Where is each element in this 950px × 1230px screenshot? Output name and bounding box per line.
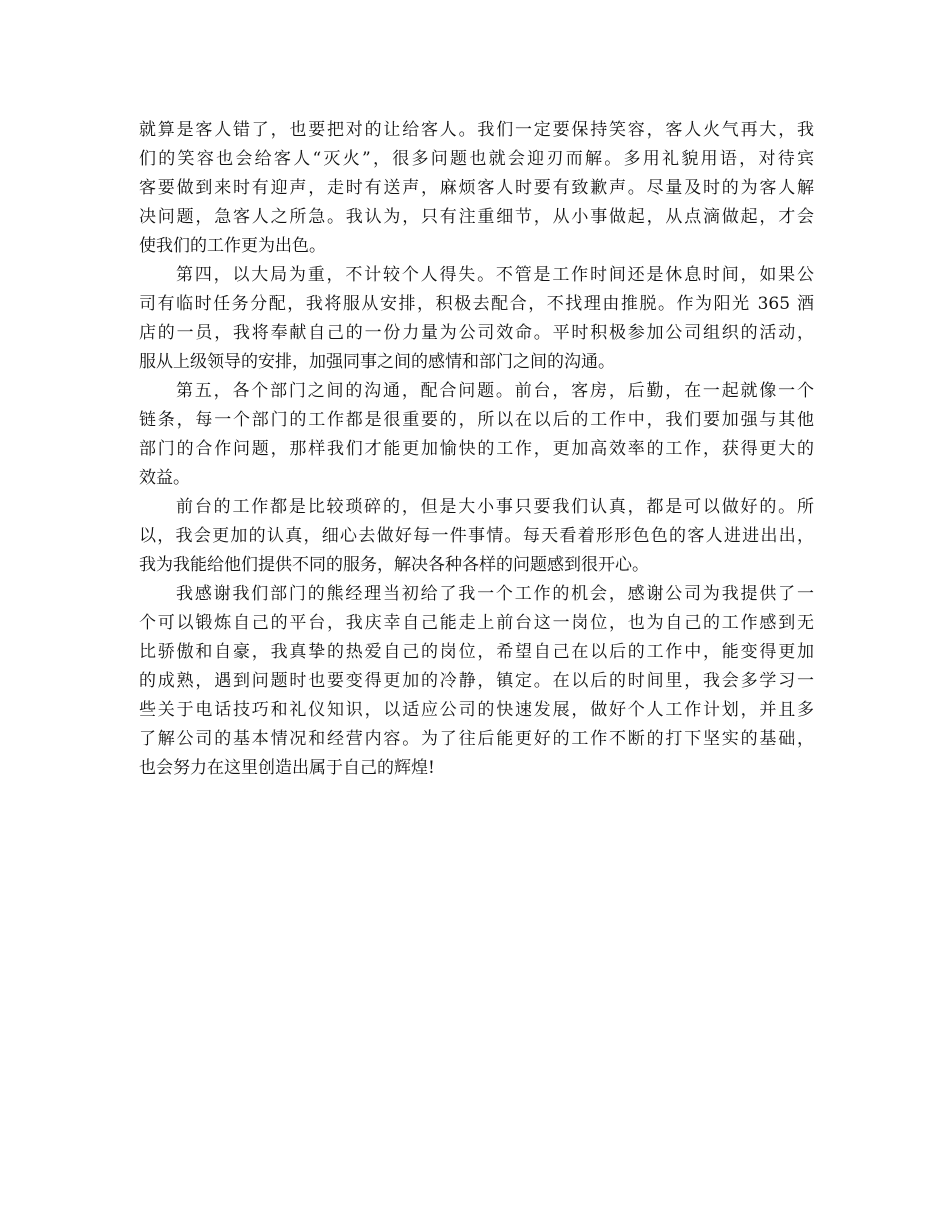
text-line: 第五，各个部门之间的沟通，配合问题。前台，客房，后勤，在一起就像一个 xyxy=(176,381,814,401)
paragraph xyxy=(139,580,814,783)
document-body xyxy=(139,116,814,783)
text-line: 链条，每一个部门的工作都是很重要的，所以在以后的工作中，我们要加强与其他 xyxy=(139,410,814,430)
paragraph xyxy=(139,377,814,493)
paragraph xyxy=(139,116,814,261)
text-line: 也会努力在这里创造出属于自己的辉煌! xyxy=(139,758,435,778)
text-line: 比骄傲和自豪，我真挚的热爱自己的岗位，希望自己在以后的工作中，能变得更加 xyxy=(139,642,814,662)
text-line: 们的笑容也会给客人“灭火”，很多问题也就会迎刃而解。多用礼貌用语，对待宾 xyxy=(139,149,814,169)
text-line: 的成熟，遇到问题时也要变得更加的冷静，镇定。在以后的时间里，我会多学习一 xyxy=(139,671,814,691)
text-line: 效益。 xyxy=(139,468,190,488)
text-line: 服从上级领导的安排，加强同事之间的感情和部门之间的沟通。 xyxy=(139,352,615,372)
text-line: 些关于电话技巧和礼仪知识，以适应公司的快速发展，做好个人工作计划，并且多 xyxy=(139,700,814,720)
text-line: 了解公司的基本情况和经营内容。为了往后能更好的工作不断的打下坚实的基础， xyxy=(139,729,814,749)
text-line: 我感谢我们部门的熊经理当初给了我一个工作的机会，感谢公司为我提供了一 xyxy=(176,584,814,604)
text-line: 我为我能给他们提供不同的服务，解决各种各样的问题感到很开心。 xyxy=(139,555,649,575)
text-line: 就算是客人错了，也要把对的让给客人。我们一定要保持笑容，客人火气再大，我 xyxy=(139,120,814,140)
text-line: 决问题，急客人之所急。我认为，只有注重细节，从小事做起，从点滴做起，才会 xyxy=(139,207,814,227)
paragraph xyxy=(139,493,814,580)
text-line: 第四，以大局为重，不计较个人得失。不管是工作时间还是休息时间，如果公 xyxy=(176,265,814,285)
paragraph xyxy=(139,261,814,377)
text-line: 以，我会更加的认真，细心去做好每一件事情。每天看着形形色色的客人进进出出， xyxy=(139,526,814,546)
text-line: 使我们的工作更为出色。 xyxy=(139,236,326,256)
text-line: 前台的工作都是比较琐碎的，但是大小事只要我们认真，都是可以做好的。所 xyxy=(176,497,814,517)
text-line: 个可以锻炼自己的平台，我庆幸自己能走上前台这一岗位，也为自己的工作感到无 xyxy=(139,613,814,633)
text-line: 店的一员，我将奉献自己的一份力量为公司效命。平时积极参加公司组织的活动， xyxy=(139,323,814,343)
text-line: 部门的合作问题，那样我们才能更加愉快的工作，更加高效率的工作，获得更大的 xyxy=(139,439,814,459)
text-line: 司有临时任务分配，我将服从安排，积极去配合，不找理由推脱。作为阳光 365 酒 xyxy=(139,294,814,314)
text-line: 客要做到来时有迎声，走时有送声，麻烦客人时要有致歉声。尽量及时的为客人解 xyxy=(139,178,814,198)
